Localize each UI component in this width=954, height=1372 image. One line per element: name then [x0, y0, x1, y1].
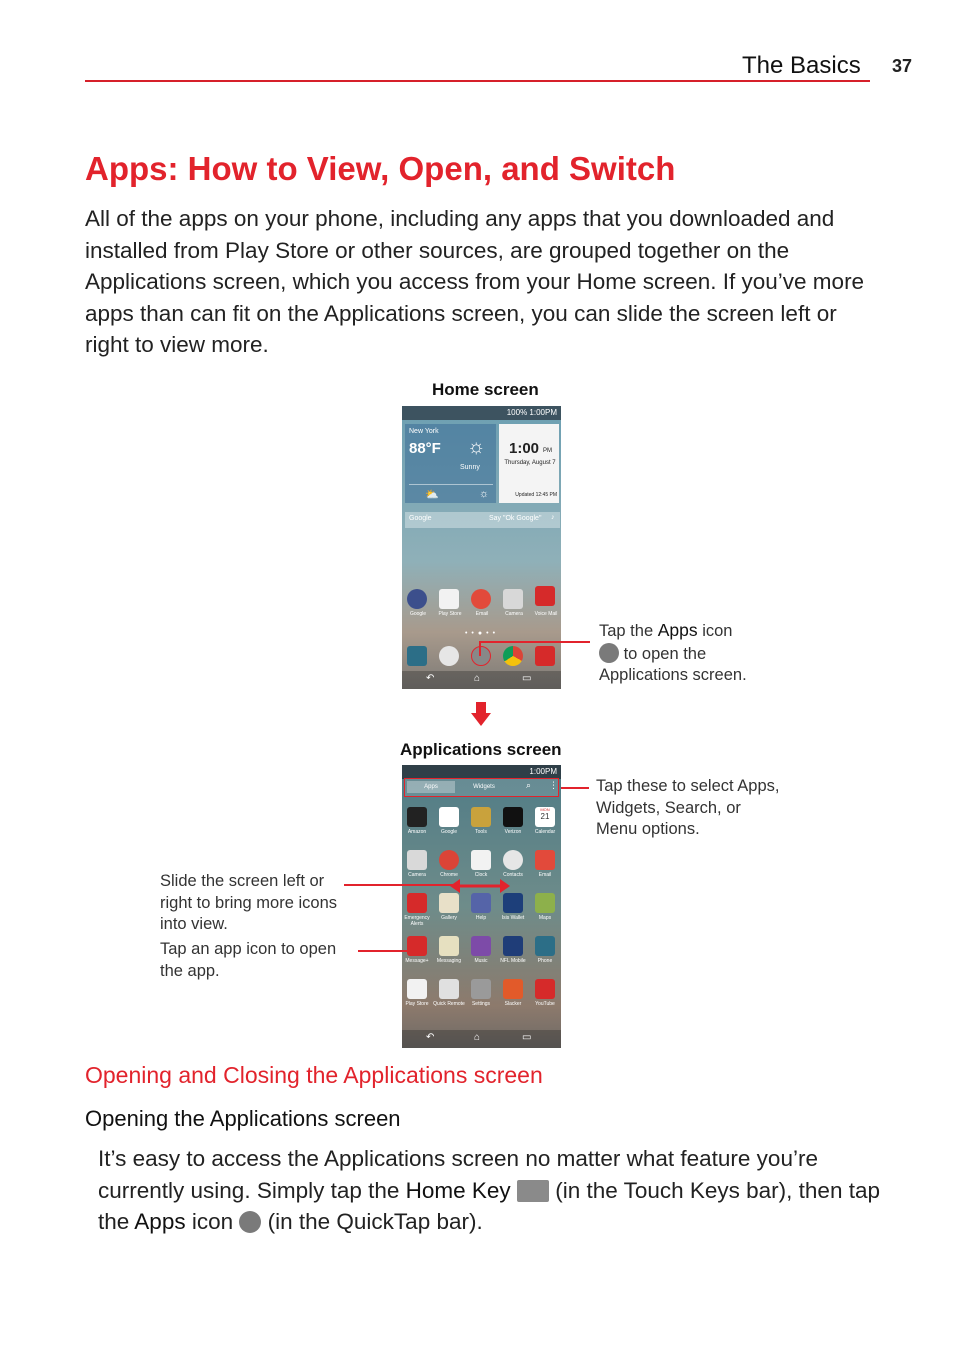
clock-ampm: PM: [543, 448, 552, 454]
callout-apps-after: icon: [697, 622, 733, 640]
callout-line-slide: [344, 884, 458, 886]
back-icon[interactable]: ↶: [426, 1032, 435, 1043]
weather-temp: 88°F: [409, 440, 441, 457]
weather-condition: Sunny: [460, 464, 480, 471]
callout-tap: [160, 939, 360, 982]
callout-apps-line2: to open the: [619, 644, 707, 663]
home-screen-image: [402, 406, 561, 689]
email-icon[interactable]: [471, 589, 491, 609]
dock-label: Email: [475, 611, 489, 617]
section-title: The Basics: [742, 52, 861, 79]
app-icon[interactable]: [535, 979, 555, 999]
page-number: 37: [892, 56, 913, 76]
subsection-heading: Opening and Closing the Applications screen: [85, 1062, 543, 1088]
mic-icon: ♪: [551, 514, 555, 521]
clock-time: 1:00: [509, 440, 540, 457]
app-label: Help: [475, 915, 487, 921]
weather-divider: [409, 484, 493, 485]
home-key-label: Home Key: [405, 1177, 511, 1203]
dock-label: Play Store: [438, 611, 462, 617]
app-label: Camera: [408, 872, 426, 878]
callout-slide-line: Slide the screen left or: [160, 872, 325, 890]
sun-small-icon: ☼: [479, 488, 490, 500]
app-icon[interactable]: [439, 893, 459, 913]
menu-icon[interactable]: ⋮: [549, 780, 558, 790]
apps-icon-inline: [239, 1211, 261, 1233]
clock-date: Thursday, August 7: [504, 460, 556, 466]
clock-widget: [499, 424, 559, 503]
calendar-day: 21: [540, 812, 550, 821]
cloud-sun-icon: ⛅: [425, 489, 439, 501]
header-rule: [85, 80, 870, 82]
applications-screen-caption: Applications screen: [400, 740, 562, 759]
app-label: Clock: [474, 872, 488, 878]
app-label: Amazon: [407, 829, 427, 835]
callout-tap-line: the app.: [160, 961, 220, 980]
callout-tabs-line: Menu options.: [596, 820, 700, 838]
app-icon[interactable]: [503, 979, 523, 999]
voicemail-icon[interactable]: [535, 586, 555, 606]
callout-tabs-line: Tap these to select Apps,: [596, 777, 780, 795]
app-label: Google: [440, 829, 458, 835]
status-bar: 100% 1:00PM: [402, 406, 561, 420]
app-icon[interactable]: [439, 807, 459, 827]
sun-icon: ☼: [467, 436, 486, 458]
app-icon[interactable]: [439, 936, 459, 956]
app-label: Emergency Alerts: [404, 915, 430, 927]
app-icon[interactable]: [471, 850, 491, 870]
callout-line-tap: [358, 950, 408, 952]
app-icon[interactable]: [439, 850, 459, 870]
app-icon[interactable]: [535, 936, 555, 956]
clock-updated: Updated 12:45 PM: [515, 492, 557, 498]
app-label: NFL Mobile: [500, 958, 526, 964]
callout-slide-line: into view.: [160, 915, 228, 933]
home-icon[interactable]: ⌂: [474, 673, 481, 684]
app-icon[interactable]: [471, 936, 491, 956]
recent-apps-icon[interactable]: ▭: [522, 673, 532, 684]
app-label: Slacker: [504, 1001, 522, 1007]
touch-keys-bar: [402, 671, 561, 689]
callout-line-tabs: [561, 787, 589, 789]
callout-apps-icon: [599, 620, 819, 687]
dock-label: Google: [409, 611, 427, 617]
app-icon[interactable]: [503, 936, 523, 956]
callout-tabs-line: Widgets, Search, or: [596, 798, 741, 817]
calendar-month: MON: [540, 807, 550, 812]
weather-city: New York: [409, 428, 439, 435]
swipe-arrow-icon: [450, 876, 510, 896]
app-label: Calendar: [534, 829, 556, 835]
app-icon[interactable]: [407, 936, 427, 956]
app-icon[interactable]: [407, 807, 427, 827]
app-label: Messaging: [436, 958, 462, 964]
body-text-4: (in the QuickTap bar).: [261, 1209, 483, 1235]
page-indicator: ••●••: [464, 630, 500, 637]
app-label: Settings: [471, 1001, 491, 1007]
google-folder-icon[interactable]: [407, 589, 427, 609]
app-icon[interactable]: [503, 807, 523, 827]
callout-slide: [160, 871, 360, 936]
app-icon[interactable]: [535, 807, 555, 827]
callout-tabs: [596, 776, 836, 841]
app-icon[interactable]: [471, 979, 491, 999]
app-label: Play Store: [405, 1001, 429, 1007]
app-label: YouTube: [535, 1001, 555, 1007]
app-label: Email: [538, 872, 552, 878]
contacts-icon[interactable]: [439, 646, 459, 666]
tab-bar: [404, 778, 559, 797]
app-icon[interactable]: [439, 979, 459, 999]
phone-icon[interactable]: [407, 646, 427, 666]
search-prompt: Say "Ok Google": [489, 515, 542, 522]
apps-icon[interactable]: [471, 646, 491, 666]
callout-line-apps: [480, 641, 590, 643]
dock-label: Camera: [505, 611, 523, 617]
camera-icon[interactable]: [503, 589, 523, 609]
play-store-icon[interactable]: [439, 589, 459, 609]
recent-apps-icon[interactable]: ▭: [522, 1032, 532, 1043]
callout-line-apps-drop: [479, 641, 481, 656]
tab-apps[interactable]: Apps: [407, 781, 455, 793]
app-icon[interactable]: [503, 850, 523, 870]
subsubsection-heading: Opening the Applications screen: [85, 1106, 401, 1131]
app-icon[interactable]: [535, 893, 555, 913]
app-icon[interactable]: [407, 893, 427, 913]
status-bar: 1:00PM: [402, 765, 561, 779]
app-label: Gallery: [441, 915, 457, 921]
body-paragraph: [98, 1143, 888, 1238]
app-label: Phone: [537, 958, 553, 964]
app-icon[interactable]: [503, 893, 523, 913]
callout-apps-strong: Apps: [657, 620, 698, 640]
applications-screen-image: [402, 765, 561, 1048]
apps-icon-inline: [599, 643, 619, 663]
app-icon[interactable]: [407, 850, 427, 870]
chrome-icon[interactable]: [503, 646, 523, 666]
callout-slide-line: right to bring more icons: [160, 893, 337, 912]
body-text-1: It’s easy to access the Applications screen no matter what feature you’re currently using. Simply tap the: [98, 1146, 818, 1203]
app-label: Tools: [475, 829, 487, 835]
dock-label: Voice Mail: [534, 611, 558, 617]
page-title: Apps: How to View, Open, and Switch: [85, 150, 676, 187]
app-label: Maps: [538, 915, 552, 921]
back-icon[interactable]: ↶: [426, 673, 435, 684]
home-key-icon: [517, 1180, 549, 1202]
home-icon[interactable]: ⌂: [474, 1032, 481, 1043]
search-brand: Google: [409, 515, 432, 522]
tab-widgets[interactable]: Widgets: [473, 784, 495, 790]
app-label: Quick Remote: [433, 1001, 465, 1007]
app-icon[interactable]: [407, 979, 427, 999]
arrow-down-icon: [471, 713, 491, 726]
intro-paragraph: All of the apps on your phone, including any apps that you downloaded and installed from Play Store or other sources, are grouped together on the Applications screen, which you access from your Home screen. If you’ve more apps than can fit on the Applications screen, you can slide the screen left or right to view more.: [85, 206, 865, 358]
body-text-3: icon: [185, 1209, 240, 1235]
app-label: Music: [474, 958, 488, 964]
app-label: Chrome: [440, 872, 458, 878]
app-icon[interactable]: [471, 807, 491, 827]
app-label: Message+: [405, 958, 429, 964]
google-search-bar[interactable]: [405, 512, 560, 528]
app-icon[interactable]: [535, 850, 555, 870]
home-screen-caption: Home screen: [432, 380, 539, 399]
apps-label: Apps: [134, 1209, 186, 1235]
app-label: Isis Wallet: [501, 915, 525, 921]
app-label: Contacts: [503, 872, 523, 878]
callout-apps-before: Tap the: [599, 622, 658, 640]
weather-widget: [405, 424, 496, 503]
messaging-icon[interactable]: [535, 646, 555, 666]
callout-tap-line: Tap an app icon to open: [160, 940, 337, 958]
search-icon[interactable]: ⌕: [526, 780, 532, 790]
callout-apps-line3: Applications screen.: [599, 666, 747, 684]
app-icon[interactable]: [471, 893, 491, 913]
touch-keys-bar: [402, 1030, 561, 1048]
app-label: Verizon: [504, 829, 522, 835]
body-text-2: (in the Touch Keys bar), then tap the: [98, 1177, 880, 1235]
